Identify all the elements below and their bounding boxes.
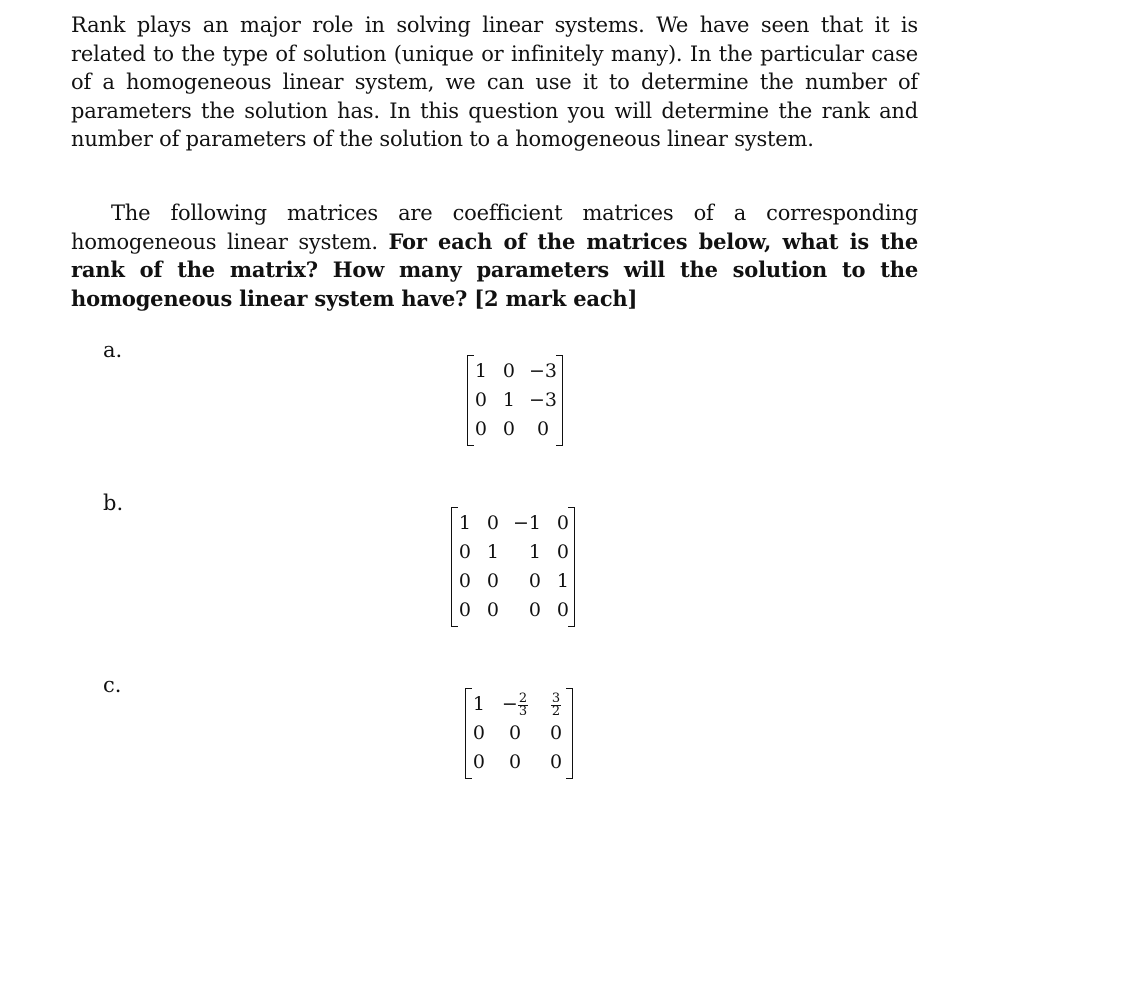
question-plain-text: The following matrices are coefficient matrices of a corresponding homogeneous linear system.: [71, 201, 918, 254]
matrix-b-cell: 0: [486, 570, 499, 592]
matrix-b-cell: 0: [458, 570, 471, 592]
matrix-b-cell: 0: [556, 541, 569, 563]
matrix-a-cell: 0: [502, 360, 515, 382]
matrix-a-cell: −3: [529, 389, 558, 411]
matrix-b-cell: 1: [528, 541, 541, 563]
matrix-a-cell: 1: [474, 360, 487, 382]
matrix-a-cell: 0: [474, 389, 487, 411]
intro-paragraph: Rank plays an major role in solving linear systems. We have seen that it is related to the type of solution (unique or infinitely many). In the particular case of a homogeneous linear system, we can use it to determine the number of parameters the solution has. In this question you will determine the rank and number of parameters of the solution to a homogeneous linear system.: [71, 13, 918, 151]
matrix-b-cell: 0: [486, 599, 499, 621]
matrix-c-cell: 0: [549, 751, 563, 773]
matrix-a: [467, 355, 563, 446]
matrix-a-cell: 1: [502, 389, 515, 411]
fraction-denominator: 3: [518, 703, 528, 719]
matrix-c-cell: 0: [508, 722, 522, 744]
matrix-b-cell: 0: [458, 599, 471, 621]
item-c-label: c.: [103, 673, 122, 697]
question-bold-text: For each of the matrices below, what is the rank of the matrix? How many parameters will the solution to the homogeneous linear system have? [2 mark each]: [71, 228, 918, 311]
matrix-b-cell: 1: [458, 512, 471, 534]
matrix-b-cell: 1: [556, 570, 569, 592]
matrix-b: [451, 507, 575, 627]
matrix-b-cell: −1: [513, 512, 542, 534]
matrix-b-cell: 0: [528, 570, 541, 592]
matrix-c-cell: 0: [508, 751, 522, 773]
matrix-c-fraction-cell: [499, 690, 531, 719]
matrix-a-cell: 0: [474, 418, 487, 440]
matrix-c-cell: 1: [472, 693, 485, 715]
matrix-b-cell: 0: [556, 512, 569, 534]
matrix-a-cell: 0: [502, 418, 515, 440]
matrix-c-cell: 0: [472, 751, 485, 773]
question-paragraph: [71, 199, 918, 313]
matrix-b-cell: 0: [458, 541, 471, 563]
matrix-c-cell: 0: [549, 722, 563, 744]
item-b-label: b.: [103, 491, 124, 515]
matrix-b-cell: 0: [556, 599, 569, 621]
fraction-numerator: 3: [551, 690, 561, 706]
matrix-c-fraction-cell: [545, 690, 567, 719]
matrix-c: [465, 688, 573, 779]
matrix-a-cell: 0: [536, 418, 550, 440]
matrix-c-cell: 0: [472, 722, 485, 744]
fraction-denominator: 2: [551, 703, 561, 719]
matrix-a-cell: −3: [529, 360, 558, 382]
fraction: [551, 690, 561, 719]
fraction-sign: −: [501, 693, 518, 715]
fraction: [518, 690, 528, 719]
item-a-label: a.: [103, 338, 123, 362]
matrix-b-cell: 0: [486, 512, 499, 534]
matrix-b-cell: 1: [486, 541, 499, 563]
fraction-numerator: 2: [518, 690, 528, 706]
matrix-b-cell: 0: [528, 599, 541, 621]
